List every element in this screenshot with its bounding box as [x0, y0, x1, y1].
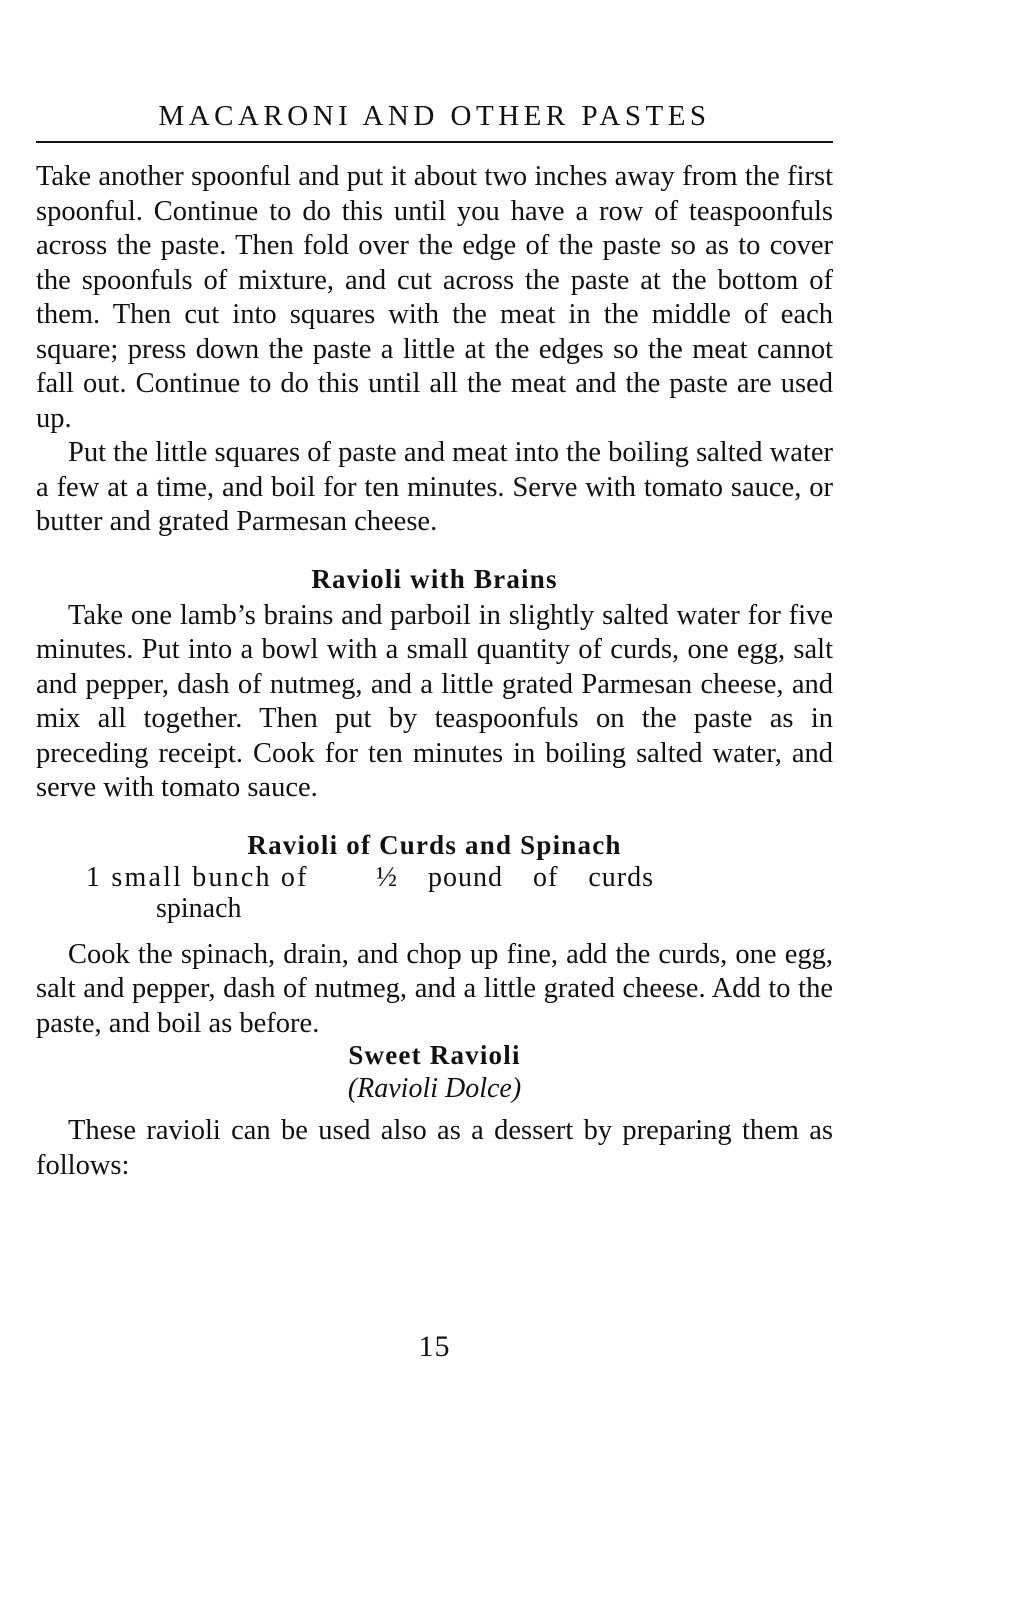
recipe-text-spinach: Cook the spinach, drain, and chop up fine, add the curds, one egg, salt and pepper, dash of nutmeg, and a little grated cheese. Add to the paste, and boil as before.: [36, 938, 833, 1039]
recipe-title-spinach: Ravioli of Curds and Spinach: [247, 829, 622, 860]
spacer: [36, 924, 833, 938]
recipe-subtitle-sweet: (Ravioli Dolce): [347, 1073, 522, 1104]
recipe-title-sweet: Sweet Ravioli: [348, 1040, 521, 1070]
spacer: [36, 540, 833, 562]
paragraph-continued: Take another spoonful and put it about two inches away from the first spoonful. Continue to do this until you have a row of teaspoonfuls across the paste. Then fold over the edge of the paste so as to cover the spoonfuls of mixture, and cut across the paste at the bottom of them. Then cut into squares with the meat in the middle of each square; press down the paste a little at the edges so the meat cannot fall out. Continue to do this until all the meat and the paste are used up.: [36, 161, 833, 434]
page-body: [36, 160, 833, 1183]
spacer: [36, 806, 833, 828]
ingredient-spinach: [86, 862, 376, 924]
recipe-text-brains: Take one lamb’s brains and parboil in slightly salted water for five minutes. Put into a bowl with a small quantity of curds, one egg, salt and pepper, dash of nutmeg, and a little grated Parmesan cheese, and mix all together. Then put by teaspoonfuls on the paste as in preceding receipt. Cook for ten minutes in boiling salted water, and serve with tomato sauce.: [36, 599, 833, 803]
spacer: [36, 1106, 833, 1114]
paragraph-serving: Put the little squares of paste and meat into the boiling salted water a few at a time, and boil for ten minutes. Serve with tomato sauce, or butter and grated Parmesan cheese.: [36, 437, 833, 537]
ingredient-spinach-line1: 1 small bunch of: [86, 861, 309, 893]
recipe-text-sweet: These ravioli can be used also as a dessert by preparing them as follows:: [36, 1115, 833, 1181]
header-rule: [36, 141, 833, 143]
ingredient-curds: ½ pound of curds: [376, 861, 654, 893]
ingredient-spinach-line2: spinach: [156, 892, 242, 924]
ingredient-list: [86, 862, 833, 924]
recipe-title-brains: Ravioli with Brains: [311, 563, 558, 594]
page-number: 15: [418, 1330, 451, 1363]
running-title: MACARONI AND OTHER PASTES: [158, 100, 711, 132]
